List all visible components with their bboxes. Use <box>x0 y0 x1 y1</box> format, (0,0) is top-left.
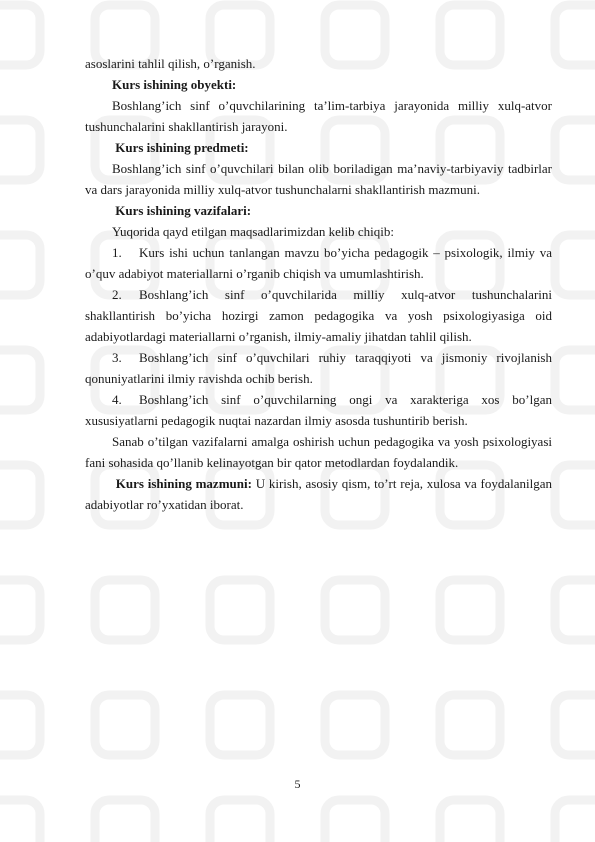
task-item <box>85 389 552 431</box>
tasks-heading: Kurs ishining vazifalari: <box>115 203 252 218</box>
task-number: 2. <box>112 287 122 302</box>
intro-continuation: asoslarini tahlil qilish, o’rganish. <box>85 56 256 71</box>
task-text: Boshlang’ich sinf o’quvchilarning ongi va xarakteriga xos bo’lgan xususiyatlarni pedagogik nuqtai nazardan ilmiy asosda tushuntirib berish. <box>85 392 552 428</box>
content-paragraph <box>85 473 552 515</box>
content-text: U kirish, asosiy qism, to’rt reja, xulosa va foydalanilgan adabiyotlar ro’yxatidan iborat. <box>85 476 552 512</box>
task-number: 3. <box>112 350 122 365</box>
methods-text: Sanab o’tilgan vazifalarni amalga oshirish uchun pedagogika va yosh psixologiyasi fani sohasida qo’llanib kelinayotgan bir qator metodlardan foydalandik. <box>85 434 552 470</box>
task-text: Boshlang’ich sinf o’quvchilarida milliy xulq-atvor tushunchalarini shakllantirish bo’yicha hozirgi zamon pedagogika va yosh psixologiyasiga oid adabiyotlardagi materiallarni o’rganish, ilmiy-amaliy jihatdan tahlil qilish. <box>85 287 552 344</box>
subject-text: Boshlang’ich sinf o’quvchilari bilan olib boriladigan ma’naviy-tarbiyaviy tadbirlar va dars jarayonida milliy xulq-atvor tushunchalarni shakllantirish mazmuni. <box>85 161 552 197</box>
task-text: Boshlang’ich sinf o’quvchilari ruhiy taraqqiyoti va jismoniy rivojlanish qonuniyatlarini ilmiy ravishda ochib berish. <box>85 350 552 386</box>
task-number: 4. <box>112 392 122 407</box>
page-number: 5 <box>294 777 301 791</box>
task-number: 1. <box>112 245 122 260</box>
object-text: Boshlang’ich sinf o’quvchilarining ta’lim-tarbiya jarayonida milliy xulq-atvor tushunchalarini shakllantirish jarayoni. <box>85 98 552 134</box>
page-body <box>85 53 552 515</box>
task-item <box>85 242 552 284</box>
task-text: Kurs ishi uchun tanlangan mavzu bo’yicha pedagogik – psixologik, ilmiy va o’quv adabiyot materiallarni o’rganib chiqish va umumlashtirish. <box>85 245 552 281</box>
content-heading: Kurs ishining mazmuni: <box>115 476 252 491</box>
object-heading: Kurs ishining obyekti: <box>112 77 237 92</box>
subject-heading: Kurs ishining predmeti: <box>115 140 249 155</box>
task-item <box>85 347 552 389</box>
task-item <box>85 284 552 347</box>
tasks-intro: Yuqorida qayd etilgan maqsadlarimizdan kelib chiqib: <box>112 224 394 239</box>
